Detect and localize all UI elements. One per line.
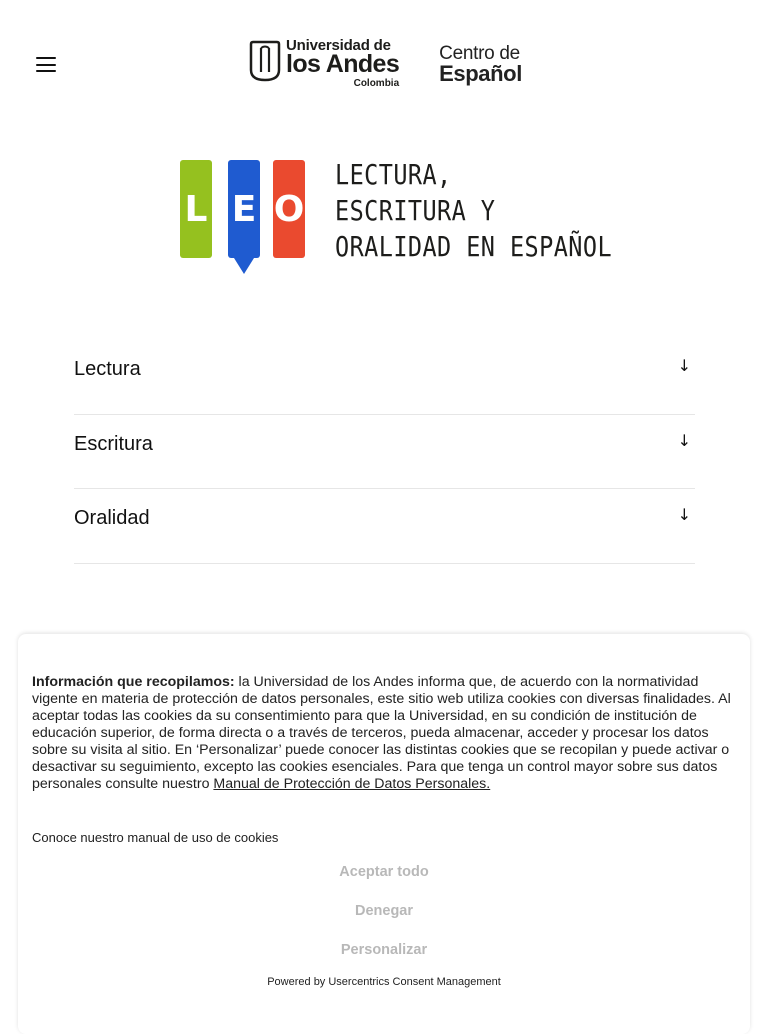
leo-title (335, 157, 612, 265)
arrow-down-icon[interactable]: ↓ (677, 356, 691, 375)
powered-by-text: Powered by Usercentrics Consent Management (267, 976, 501, 988)
accordion-item-oralidad[interactable] (74, 489, 695, 564)
consent-body: la Universidad de los Andes informa que, de acuerdo con la normatividad vigente en materia de protección de datos personales, este sitio web utiliza cookies con diversas finalidades. Al aceptar todas las cookies da su consentimiento para que la Universidad, en su condición de institución de educación superior, de forma directa o a través de terceros, pueda almacenar, acceder y procesar los datos sobre su visita al sitio. En ‘Personalizar’ puede conocer las distintas cookies que se recopilan y puede activar o desactivar su seguimiento, excepto las cookies esenciales. Para que tenga un control mayor sobre sus datos personales consulte nuestro (32, 674, 731, 792)
center-logo-line1: Centro de (439, 43, 520, 64)
cookies-manual-link[interactable]: Conoce nuestro manual de uso de cookies (32, 830, 279, 845)
accordion-label: Oralidad (74, 507, 150, 529)
university-logo-line1: Universidad de (286, 37, 391, 54)
accordion-item-escritura[interactable] (74, 415, 695, 490)
leo-logo (180, 158, 613, 280)
leo-letter-o: O (273, 160, 305, 258)
header-logos[interactable] (248, 38, 522, 98)
arrow-down-icon[interactable]: ↓ (677, 430, 691, 450)
leo-letter-l: L (180, 160, 212, 258)
site-header (0, 0, 768, 130)
university-logo-line3: Colombia (353, 78, 400, 89)
center-logo-line2: Español (439, 61, 522, 86)
cookie-consent-banner (18, 634, 750, 1034)
centro-espanol-logo[interactable] (439, 44, 522, 85)
pencil-tip-icon (234, 258, 254, 274)
accordion-label: Lectura (74, 358, 141, 380)
accept-all-button[interactable]: Aceptar todo (339, 864, 429, 880)
consent-text (32, 674, 738, 793)
consent-heading: Información que recopilamos: (32, 674, 235, 690)
data-protection-manual-link[interactable]: Manual de Protección de Datos Personales. (213, 776, 491, 792)
university-logo-line2: los Andes (286, 50, 400, 78)
customize-button[interactable]: Personalizar (340, 942, 428, 958)
accordion (74, 340, 695, 564)
arrow-down-icon[interactable]: ↓ (677, 505, 691, 524)
leo-title-line: ESCRITURA Y (335, 194, 496, 227)
accordion-label: Escritura (74, 432, 153, 455)
accordion-item-lectura[interactable] (74, 340, 695, 415)
hamburger-menu-icon[interactable] (36, 57, 60, 77)
universidad-andes-logo[interactable] (248, 38, 399, 89)
leo-title-line: ORALIDAD EN ESPAÑOL (335, 230, 613, 263)
leo-letter-e: E (228, 160, 260, 258)
leo-title-line: LECTURA, (335, 158, 452, 191)
university-seal-icon (248, 40, 282, 82)
deny-button[interactable]: Denegar (354, 903, 414, 919)
